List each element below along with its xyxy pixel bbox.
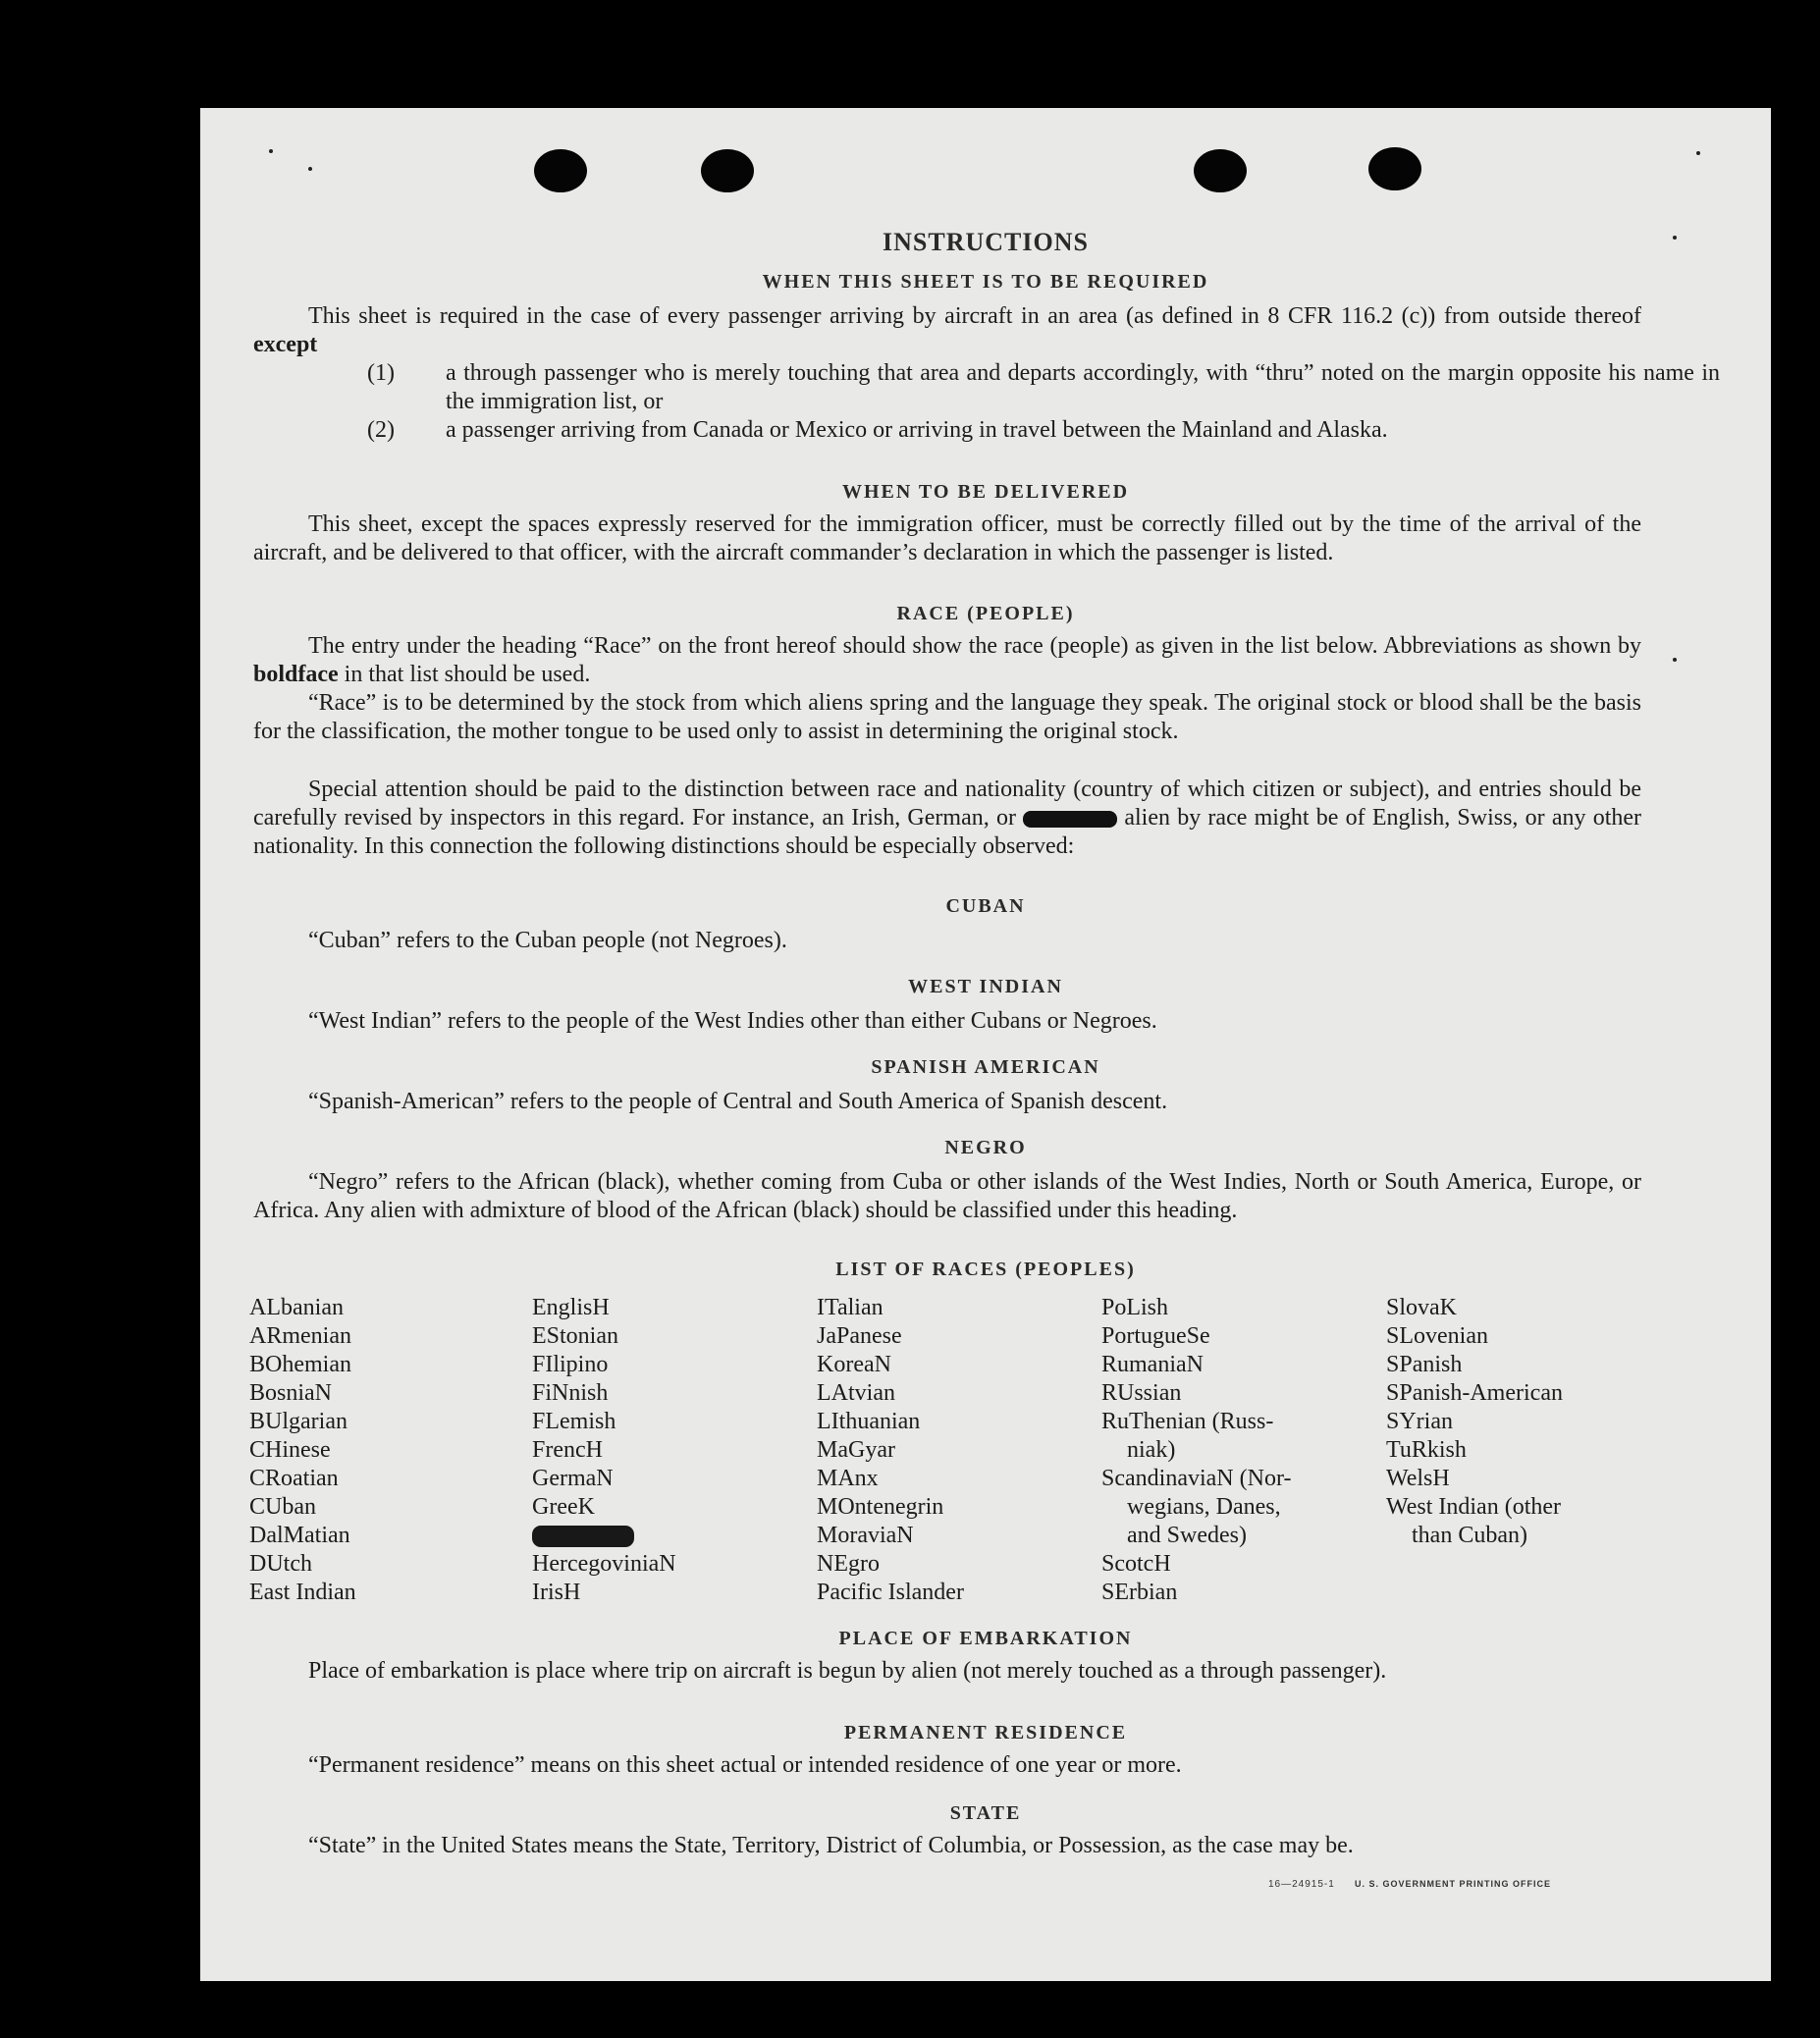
heading-race: RACE (PEOPLE) — [896, 603, 1075, 624]
race-entry: EnglisH — [532, 1295, 610, 1320]
heading-negro: NEGRO — [944, 1137, 1027, 1158]
race-entry-continued: and Swedes) — [1127, 1523, 1247, 1548]
punch-hole — [534, 149, 587, 192]
page-title: INSTRUCTIONS — [883, 228, 1089, 256]
race-entry: EStonian — [532, 1323, 618, 1349]
heading-permanent-residence: PERMANENT RESIDENCE — [843, 1722, 1128, 1743]
race-entry: East Indian — [249, 1580, 356, 1605]
heading-cuban: CUBAN — [945, 895, 1026, 917]
race-entry: GreeK — [532, 1494, 595, 1520]
race-entry: DalMatian — [249, 1523, 350, 1548]
paragraph-when-delivered: This sheet, except the spaces expressly reserved for the immigration officer, must be correctly filled out by the time of the arrival of the aircraft, and be delivered to that officer, with the aircraft commander’s declaration in which the passenger is listed. — [253, 511, 1641, 565]
race-entry: IrisH — [532, 1580, 581, 1605]
paragraph-state: “State” in the United States means the State, Territory, District of Columbia, or Possession, as the case may be. — [308, 1833, 1354, 1858]
text: Special attention should be paid to the distinction between race and nationality (country of which citizen or subject), and entries should be carefully revised by inspectors in this regard. For instance, an Irish, German, or — [253, 777, 1641, 831]
heading-when-delivered: WHEN TO BE DELIVERED — [841, 481, 1130, 503]
race-entry: BUlgarian — [249, 1409, 348, 1434]
race-entry-continued: wegians, Danes, — [1127, 1494, 1281, 1520]
ink-speck — [308, 167, 312, 171]
race-entry: FiNnish — [532, 1380, 609, 1406]
heading-west-indian: WEST INDIAN — [908, 976, 1063, 997]
race-entry: CUban — [249, 1494, 316, 1520]
bold-text: boldface — [253, 662, 339, 687]
race-entry: TuRkish — [1386, 1437, 1467, 1463]
race-entry: PoLish — [1101, 1295, 1169, 1320]
ink-speck — [1673, 658, 1677, 662]
race-entry: FrencH — [532, 1437, 603, 1463]
redaction-mark — [1023, 811, 1117, 828]
item-text: a passenger arriving from Canada or Mexico or arriving in travel between the Mainland and Alaska. — [446, 417, 1388, 443]
race-entry-continued: than Cuban) — [1412, 1523, 1527, 1548]
paragraph-spanish-american: “Spanish-American” refers to the people of Central and South America of Spanish descent. — [308, 1089, 1168, 1114]
paragraph-race-1 — [253, 632, 1641, 689]
race-entry: SlovaK — [1386, 1295, 1457, 1320]
paragraph-cuban: “Cuban” refers to the Cuban people (not Negroes). — [308, 928, 787, 953]
text: This sheet is required in the case of every passenger arriving by aircraft in an area (as defined in 8 CFR 116.2 (c)) from outside thereof — [308, 303, 1641, 329]
item-number: (2) — [367, 417, 395, 443]
heading-list-of-races: LIST OF RACES (PEOPLES) — [835, 1259, 1136, 1280]
race-entry: West Indian (other — [1386, 1494, 1562, 1520]
punch-hole — [701, 149, 754, 192]
heading-place-of-embarkation: PLACE OF EMBARKATION — [838, 1628, 1133, 1649]
race-entry: GermaN — [532, 1466, 614, 1491]
races-column-2 — [532, 1294, 676, 1607]
race-entry: Pacific Islander — [817, 1580, 964, 1605]
race-entry: KoreaN — [817, 1352, 891, 1377]
heading-when-required: WHEN THIS SHEET IS TO BE REQUIRED — [762, 271, 1209, 293]
ink-speck — [1696, 151, 1700, 155]
race-entry: ALbanian — [249, 1295, 344, 1320]
race-entry: CHinese — [249, 1437, 331, 1463]
list-item-exception-2 — [367, 416, 1720, 445]
races-column-4 — [1101, 1294, 1291, 1607]
race-entry: SPanish — [1386, 1352, 1463, 1377]
paragraph-race-2: “Race” is to be determined by the stock from which aliens spring and the language they speak. The original stock or blood shall be the basis for the classification, the mother tongue to be used only to assist in determining the original stock. — [253, 690, 1641, 744]
races-column-3 — [817, 1294, 964, 1607]
printer-imprint: U. S. GOVERNMENT PRINTING OFFICE — [1355, 1879, 1552, 1889]
race-entry: ScandinaviaN (Nor- — [1101, 1466, 1292, 1491]
race-entry: MAnx — [817, 1466, 879, 1491]
race-entry: ITalian — [817, 1295, 883, 1320]
paragraph-west-indian: “West Indian” refers to the people of the West Indies other than either Cubans or Negroes. — [308, 1008, 1157, 1034]
form-code: 16—24915-1 — [1268, 1879, 1335, 1890]
race-entry: SPanish-American — [1386, 1380, 1563, 1406]
heading-spanish-american: SPANISH AMERICAN — [871, 1056, 1100, 1078]
race-entry: FIlipino — [532, 1352, 609, 1377]
ink-speck — [269, 149, 273, 153]
races-column-5 — [1386, 1294, 1563, 1550]
redaction-mark — [532, 1526, 634, 1547]
race-entry: PortugueSe — [1101, 1323, 1210, 1349]
race-entry: HercegoviniaN — [532, 1551, 676, 1577]
race-entry: ScotcH — [1101, 1551, 1171, 1577]
race-entry: LAtvian — [817, 1380, 895, 1406]
paragraph-embarkation: Place of embarkation is place where trip on aircraft is begun by alien (not merely touched as a through passenger). — [308, 1658, 1387, 1684]
race-entry: MoraviaN — [817, 1523, 914, 1548]
heading-state: STATE — [949, 1802, 1022, 1824]
paragraph-permanent-residence: “Permanent residence” means on this sheet actual or intended residence of one year or more. — [308, 1752, 1182, 1778]
race-entry: RUssian — [1101, 1380, 1182, 1406]
race-entry: JaPanese — [817, 1323, 902, 1349]
race-entry: NEgro — [817, 1551, 880, 1577]
race-entry: SErbian — [1101, 1580, 1178, 1605]
list-item-exception-1 — [367, 359, 1720, 416]
race-entry: SYrian — [1386, 1409, 1453, 1434]
paragraph-negro: “Negro” refers to the African (black), whether coming from Cuba or other islands of the West Indies, North or South America, Europe, or Africa. Any alien with admixture of blood of the African (black) should be classified under this heading. — [253, 1169, 1641, 1223]
race-entry: LIthuanian — [817, 1409, 921, 1434]
race-entry: ARmenian — [249, 1323, 351, 1349]
race-entry: FLemish — [532, 1409, 616, 1434]
race-entry: RuThenian (Russ- — [1101, 1409, 1274, 1434]
race-entry: BOhemian — [249, 1352, 351, 1377]
race-entry-redacted — [532, 1522, 676, 1550]
text: alien by race might be of English, Swiss, or any other nationality. In this connection the following distinctions should be especially observed: — [253, 805, 1642, 859]
races-column-1 — [249, 1294, 356, 1607]
race-entry: BosniaN — [249, 1380, 332, 1406]
item-text: a through passenger who is merely touching that area and departs accordingly, with “thru” noted on the margin opposite his name in the immigration list, or — [446, 360, 1720, 414]
race-entry: RumaniaN — [1101, 1352, 1204, 1377]
instruction-sheet — [200, 108, 1771, 1981]
paragraph-when-required — [253, 302, 1641, 359]
text: in that list should be used. — [338, 662, 591, 687]
race-entry: CRoatian — [249, 1466, 339, 1491]
race-entry: WelsH — [1386, 1466, 1450, 1491]
race-entry: MaGyar — [817, 1437, 895, 1463]
race-entry: SLovenian — [1386, 1323, 1488, 1349]
punch-hole — [1368, 147, 1421, 190]
race-entry: MOntenegrin — [817, 1494, 944, 1520]
punch-hole — [1194, 149, 1247, 192]
race-entry: DUtch — [249, 1551, 312, 1577]
item-number: (1) — [367, 360, 395, 386]
race-entry-continued: niak) — [1127, 1437, 1176, 1463]
paragraph-race-3 — [253, 776, 1641, 861]
bold-text: except — [253, 332, 318, 357]
text: The entry under the heading “Race” on the front hereof should show the race (people) as given in the list below. Abbreviations as shown by — [308, 633, 1641, 659]
